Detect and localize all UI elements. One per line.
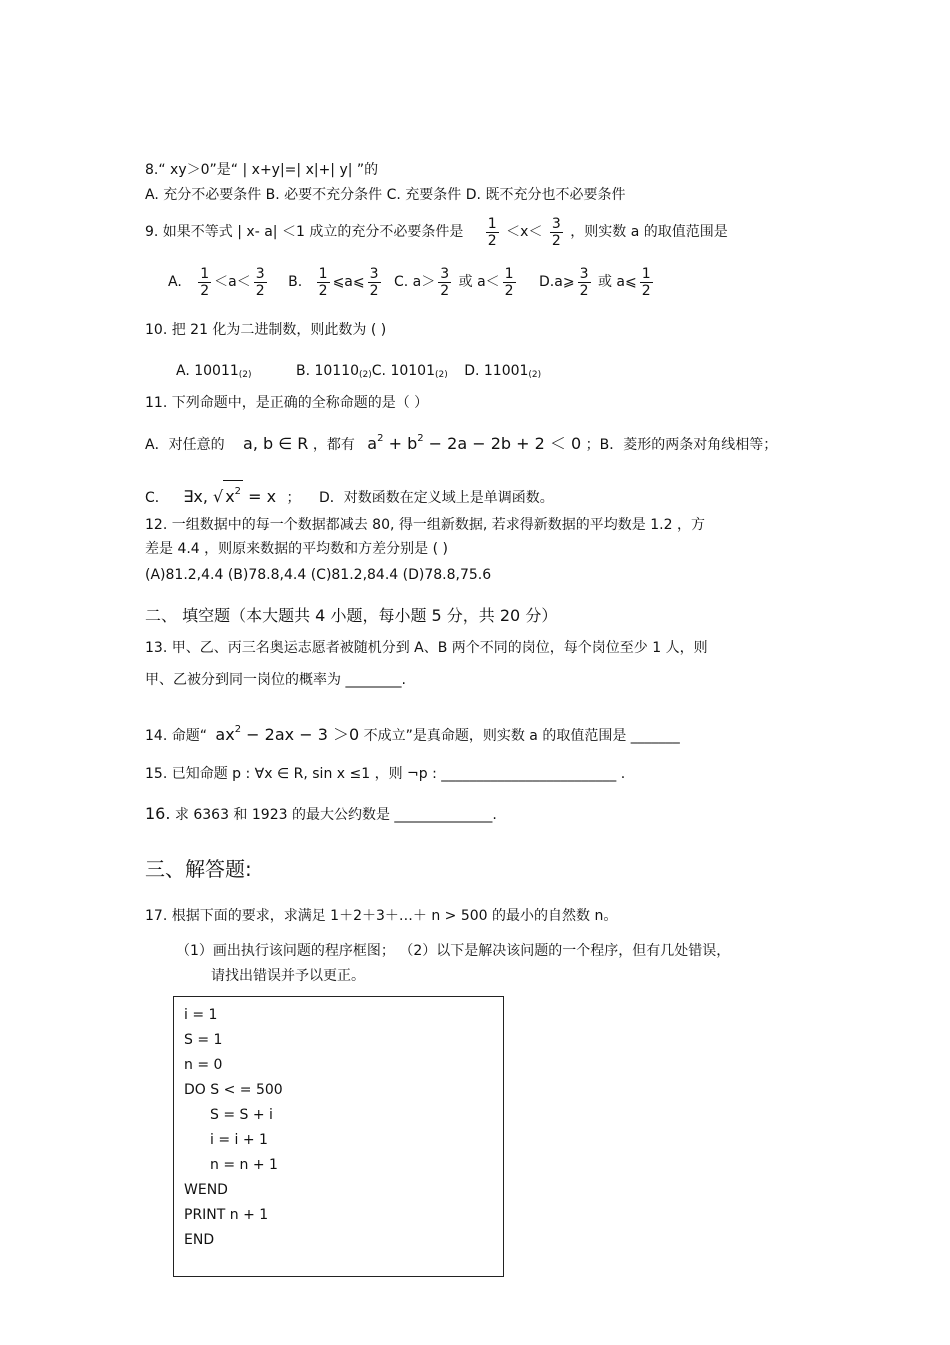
code-line: n = n + 1 [210, 1157, 278, 1173]
q10-options: A. $10011_{(2)}$ B. $10110_{(2)}C$. $10101_{(2)}$ D. $11001_{(2)}$ [176, 363, 542, 380]
code-line: S = S + i [210, 1107, 273, 1123]
q12-line2: 差是 4.4 ，则原来数据的平均数和方差分别是 ( ) [145, 541, 448, 557]
q15: 15. 已知命题 p : ∀x ∈ R, sin x ≤1 ，则 ¬p : _________________________ . [145, 766, 626, 782]
fraction-half: $\frac{1}{2}$ [487, 215, 497, 249]
code-line: i = 1 [184, 1007, 218, 1023]
q14: 14. 命题“ $ax^2 - 2ax - 3 >0$ 不成立”是真命题，则实数 a 的取值范围是 _______ [145, 724, 680, 744]
q9-stem: 9. 如果不等式 | x- a| ＜1 成立的充分不必要条件是 $\frac{1}{2}$ ＜x＜ $\frac{3}{2}$ ，则实数 a 的取值范围是 [145, 215, 728, 249]
q12-line1: 12. 一组数据中的每一个数据都减去 80, 得一组新数据, 若求得新数据的平均数是 1.2 ，方 [145, 517, 705, 533]
q11-stem: 11. 下列命题中，是正确的全称命题的是（ ） [145, 395, 429, 411]
code-line: n = 0 [184, 1057, 223, 1073]
q17-stem: 17. 根据下面的要求，求满足 1＋2＋3＋…＋ n > 500 的最小的自然数 n。 [145, 908, 618, 924]
code-line: S = 1 [184, 1032, 223, 1048]
code-line: DO S < = 500 [184, 1082, 283, 1098]
fraction-three-halves: $\frac{3}{2}$ [551, 215, 561, 249]
code-line: WEND [184, 1182, 228, 1198]
q11-option-c-d: C． ∃x, √ $x^2 = x$ ； D．对数函数在定义域上是单调函数。 [145, 480, 554, 509]
q13-line2: 甲、乙被分到同一岗位的概率为 ________. [145, 672, 406, 688]
q13-line1: 13. 甲、乙、丙三名奥运志愿者被随机分到 A、B 两个不同的岗位，每个岗位至少 1 人，则 [145, 640, 708, 656]
q12-options: (A)81.2,4.4 (B)78.8,4.4 (C)81.2,84.4 (D)78.8,75.6 [145, 567, 492, 583]
q8-stem: 8.“ xy＞0”是“ | x+y|=| x|+| y| ”的 [145, 162, 379, 178]
q8-options: A. 充分不必要条件 B. 必要不充分条件 C. 充要条件 D. 既不充分也不必要条件 [145, 187, 626, 203]
section-answer-title: 三、解答题: [145, 857, 252, 881]
code-line: PRINT n + 1 [184, 1207, 269, 1223]
q9-stem-text: 9. 如果不等式 | x- a| ＜1 成立的充分不必要条件是 [145, 224, 464, 240]
code-line: END [184, 1232, 215, 1248]
program-code-box [173, 996, 504, 1277]
code-line: i = i + 1 [210, 1132, 268, 1148]
q9-options: A. $\frac{1}{2}$ ＜a＜ $\frac{3}{2}$ B. $\frac{1}{2}$ ⩽a⩽ $\frac{3}{2}$ C. a＞ $\frac{3}{2}$ 或 a＜ $\frac{1}{2}$ D.a⩾ $\frac{3}{2}$ 或 a⩽ $\frac{1}{2}$ [168, 265, 651, 299]
q10-stem: 10. 把 21 化为二进制数，则此数为 ( ) [145, 322, 387, 338]
q17-sub1: （1）画出执行该问题的程序框图； （2）以下是解决该问题的一个程序，但有几处错误， [176, 943, 731, 959]
q17-sub2: 请找出错误并予以更正。 [211, 968, 365, 984]
q16: 16. 求 6363 和 1923 的最大公约数是 ______________. [145, 804, 497, 823]
section-fill-in-title: 二、 填空题（本大题共 4 小题，每小题 5 分，共 20 分） [145, 606, 558, 625]
q11-option-a-b: A．对任意的 a, b ∈ R ，都有 $a^2 + b^2 - 2a - 2b + 2 < 0$ ；B．菱形的两条对角线相等； [145, 433, 778, 453]
